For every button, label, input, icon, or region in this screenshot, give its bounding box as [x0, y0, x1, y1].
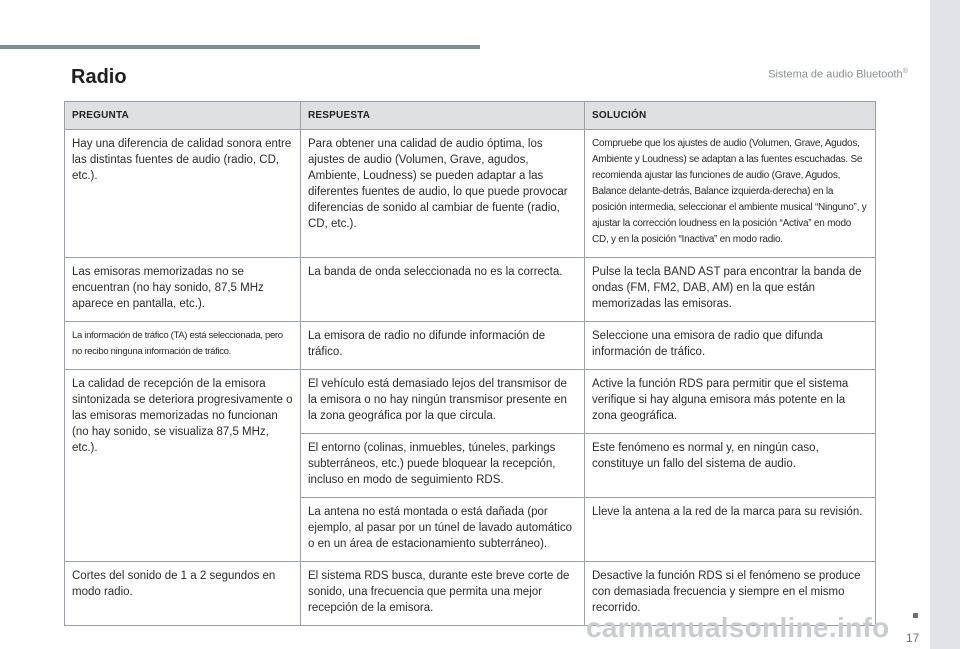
troubleshooting-table [64, 101, 876, 626]
solution-cell: Active la función RDS para permitir que el sistema verifique si hay alguna emisora más potente en la zona geográfica. [585, 370, 876, 434]
side-margin-band [930, 0, 960, 649]
header-solution: SOLUCIÓN [585, 102, 876, 130]
header-answer: RESPUESTA [301, 102, 585, 130]
page-marker [913, 613, 918, 618]
solution-cell: Compruebe que los ajustes de audio (Volumen, Grave, Agudos, Ambiente y Loudness) se adaptan a las fuentes escuchadas. Se recomienda ajustar las funciones de audio (Grave, Agudos, Balance delante-detrás, Balance izquierda-derecha) en la posición intermedia, seleccionar el ambiente musical “Ninguno”, y ajustar la corrección loudness en la posición “Activa” en modo CD, y en la posición “Inactiva” en modo radio. [585, 130, 876, 258]
question-cell: Cortes del sonido de 1 a 2 segundos en modo radio. [65, 562, 301, 626]
watermark: carmanualsonline.info [586, 612, 890, 643]
solution-cell: Seleccione una emisora de radio que difunda información de tráfico. [585, 322, 876, 370]
answer-cell: El vehículo está demasiado lejos del transmisor de la emisora o no hay ningún transmisor presente en la zona geográfica por la que circula. [301, 370, 585, 434]
solution-cell: Desactive la función RDS si el fenómeno se produce con demasiada frecuencia y siempre en el mismo recorrido. [585, 562, 876, 626]
solution-cell: Este fenómeno es normal y, en ningún caso, constituye un fallo del sistema de audio. [585, 434, 876, 498]
header-rule [0, 45, 480, 49]
solution-cell: Pulse la tecla BAND AST para encontrar la banda de ondas (FM, FM2, DAB, AM) en la que están memorizadas las emisoras. [585, 258, 876, 322]
answer-cell: Para obtener una calidad de audio óptima, los ajustes de audio (Volumen, Grave, agudos, Ambiente, Loudness) se pueden adaptar a las diferentes fuentes de audio, lo que puede provocar diferencias de sonido al cambiar de fuente (radio, CD, etc.). [301, 130, 585, 258]
header-question: PREGUNTA [65, 102, 301, 130]
answer-cell: La emisora de radio no difunde información de tráfico. [301, 322, 585, 370]
table-row [65, 370, 876, 434]
answer-cell: La antena no está montada o está dañada (por ejemplo, al pasar por un túnel de lavado automático o en un área de estacionamiento subterráneo). [301, 498, 585, 562]
solution-cell: Lleve la antena a la red de la marca para su revisión. [585, 498, 876, 562]
page-number: 17 [906, 631, 920, 645]
section-title [768, 68, 908, 81]
page-title: Radio [71, 66, 127, 88]
table-row [65, 322, 876, 370]
question-cell: Las emisoras memorizadas no se encuentran (no hay sonido, 87,5 MHz aparece en pantalla, etc.). [65, 258, 301, 322]
section-title-text: Sistema de audio Bluetooth [768, 68, 903, 81]
answer-cell: La banda de onda seleccionada no es la correcta. [301, 258, 585, 322]
question-cell: Hay una diferencia de calidad sonora entre las distintas fuentes de audio (radio, CD, etc.). [65, 130, 301, 258]
table-row [65, 258, 876, 322]
table-header-row [65, 102, 876, 130]
registered-mark: ® [902, 68, 908, 75]
answer-cell: El sistema RDS busca, durante este breve corte de sonido, una frecuencia que permita una mejor recepción de la emisora. [301, 562, 585, 626]
table-row [65, 130, 876, 258]
answer-cell: El entorno (colinas, inmuebles, túneles, parkings subterráneos, etc.) puede bloquear la recepción, incluso en modo de seguimiento RDS. [301, 434, 585, 498]
question-cell: La calidad de recepción de la emisora sintonizada se deteriora progresivamente o las emisoras memorizadas no funcionan (no hay sonido, se visualiza 87,5 MHz, etc.). [65, 370, 301, 562]
question-cell: La información de tráfico (TA) está seleccionada, pero no recibo ninguna información de tráfico. [65, 322, 301, 370]
